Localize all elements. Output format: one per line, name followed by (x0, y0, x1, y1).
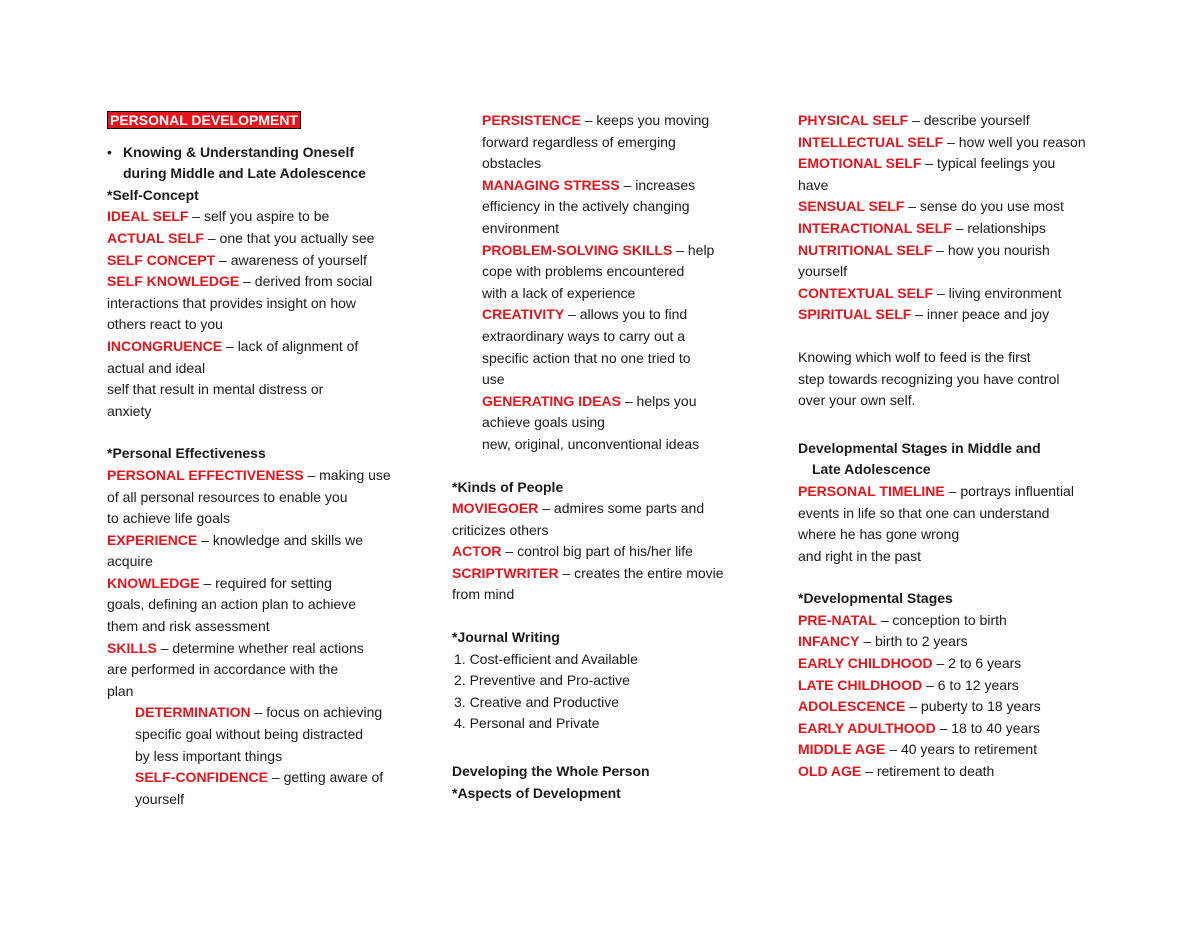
section-heading: *Personal Effectiveness (107, 445, 266, 462)
text-line (452, 692, 782, 714)
definition: – conception to birth (876, 611, 1007, 628)
paragraph-text: extraordinary ways to carry out a (482, 327, 686, 344)
term: PHYSICAL SELF (798, 112, 909, 128)
term: MOVIEGOER (452, 500, 539, 517)
text-line (798, 718, 1138, 740)
text-line (107, 789, 437, 811)
text-line (107, 681, 437, 703)
paragraph-text: 3. Creative and Productive (454, 693, 619, 710)
text-line (798, 610, 1138, 632)
document-title: PERSONAL DEVELOPMENT (107, 111, 301, 129)
term: SELF CONCEPT (107, 251, 216, 268)
text-line (798, 175, 1138, 197)
text-line (798, 438, 1138, 460)
text-line (452, 110, 782, 132)
definition: – 6 to 12 years (922, 676, 1019, 693)
term: PERSONAL TIMELINE (798, 482, 945, 499)
text-line (798, 503, 1138, 525)
section-heading: Developing the Whole Person (452, 763, 650, 780)
bullet-icon: • (107, 143, 112, 160)
text-line (107, 142, 437, 164)
term: SENSUAL SELF (798, 198, 905, 215)
text-line (798, 739, 1138, 761)
definition: – birth to 2 years (859, 633, 968, 650)
term: EXPERIENCE (107, 531, 198, 548)
text-line (798, 675, 1138, 697)
definition: – creates the entire movie (558, 564, 724, 581)
text-line (452, 240, 782, 262)
term: MANAGING STRESS (482, 176, 620, 193)
definition: – living environment (933, 284, 1062, 301)
term: INTELLECTUAL SELF (798, 133, 944, 150)
text-line (107, 724, 437, 746)
paragraph-text: yourself (798, 263, 848, 280)
section-heading: Developmental Stages in Middle and (798, 439, 1041, 456)
term: SELF KNOWLEDGE (107, 273, 240, 290)
text-line (798, 588, 1138, 610)
definition: – 18 to 40 years (935, 719, 1040, 736)
term: CREATIVITY (482, 306, 565, 323)
paragraph-text: use (482, 371, 505, 388)
paragraph-text: forward regardless of emerging (482, 133, 676, 150)
term: CONTEXTUAL SELF (798, 284, 934, 301)
text-line (452, 175, 782, 197)
text-line (452, 391, 782, 413)
text-line (107, 616, 437, 638)
term: SPIRITUAL SELF (798, 306, 912, 323)
text-line (452, 627, 782, 649)
text-line (107, 401, 437, 423)
definition: – keeps you moving (580, 112, 710, 128)
paragraph-text: by less important things (135, 747, 283, 764)
paragraph-text: 1. Cost-efficient and Available (454, 650, 638, 667)
definition: – help (672, 241, 715, 258)
text-line (107, 358, 437, 380)
definition: – control big part of his/her life (501, 543, 693, 560)
term: PROBLEM-SOLVING SKILLS (482, 241, 673, 258)
section-heading: *Aspects of Development (452, 784, 621, 801)
text-line (452, 304, 782, 326)
text-line (452, 649, 782, 671)
paragraph-text: them and risk assessment (107, 618, 270, 635)
term: EARLY CHILDHOOD (798, 655, 933, 672)
paragraph-text: Knowing which wolf to feed is the first (798, 348, 1031, 365)
definition: – self you aspire to be (188, 208, 330, 225)
paragraph-text: criticizes others (452, 521, 549, 538)
text-line (798, 631, 1138, 653)
definition: – knowledge and skills we (197, 531, 364, 548)
definition: – how well you reason (943, 133, 1086, 150)
text-line (107, 551, 437, 573)
definition: – inner peace and joy (911, 306, 1050, 323)
definition: – derived from social (239, 273, 373, 290)
text-line (452, 218, 782, 240)
definition: – allows you to find (564, 306, 688, 323)
text-line (452, 477, 782, 499)
paragraph-text: actual and ideal (107, 359, 206, 376)
paragraph-text: self that result in mental distress or (107, 381, 324, 398)
text-line (107, 746, 437, 768)
term: PERSONAL EFFECTIVENESS (107, 466, 304, 483)
text-line (107, 163, 437, 185)
text-line (798, 546, 1138, 568)
paragraph-text: have (798, 176, 829, 193)
paragraph-text: interactions that provides insight on how (107, 294, 357, 311)
paragraph-text: where he has gone wrong (798, 526, 960, 543)
text-line (107, 767, 437, 789)
definition: – puberty to 18 years (905, 698, 1041, 715)
text-line (452, 541, 782, 563)
definition: – helps you (620, 392, 697, 409)
text-line (452, 196, 782, 218)
text-line (798, 283, 1138, 305)
text-line (798, 153, 1138, 175)
term: NUTRITIONAL SELF (798, 241, 933, 258)
paragraph-text: specific goal without being distracted (135, 726, 364, 743)
term: SELF-CONFIDENCE (135, 769, 268, 786)
section-heading: during Middle and Late Adolescence (123, 165, 366, 182)
text-line (798, 110, 1138, 132)
text-line (798, 304, 1138, 326)
text-line (452, 412, 782, 434)
term: INCONGRUENCE (107, 337, 223, 354)
paragraph-text: acquire (107, 553, 153, 570)
paragraph-text: events in life so that one can understand (798, 504, 1050, 521)
text-line (798, 369, 1138, 391)
paragraph-text: efficiency in the actively changing (482, 198, 690, 215)
definition: – relationships (951, 219, 1046, 236)
text-line (107, 638, 437, 660)
text-line (107, 465, 437, 487)
definition: – getting aware of (268, 769, 384, 786)
text-line (798, 218, 1138, 240)
term: PRE-NATAL (798, 611, 877, 628)
term: INTERACTIONAL SELF (798, 219, 952, 236)
definition: – focus on achieving (250, 704, 383, 721)
text-line (107, 659, 437, 681)
text-line (452, 563, 782, 585)
text-line (107, 508, 437, 530)
text-line (798, 132, 1138, 154)
text-line (107, 530, 437, 552)
definition: – required for setting (199, 574, 332, 591)
paragraph-text: cope with problems encountered (482, 263, 685, 280)
column-3 (798, 110, 1138, 783)
text-line (798, 481, 1138, 503)
text-line (452, 348, 782, 370)
text-line (107, 336, 437, 358)
text-line (798, 653, 1138, 675)
paragraph-text: obstacles (482, 155, 542, 172)
definition: – lack of alignment of (222, 337, 359, 354)
text-line (107, 228, 437, 250)
paragraph-text: from mind (452, 586, 515, 603)
text-line (452, 520, 782, 542)
section-heading: Late Adolescence (812, 461, 931, 478)
paragraph-text: of all personal resources to enable you (107, 488, 348, 505)
paragraph-text: 4. Personal and Private (454, 715, 600, 732)
text-line (798, 696, 1138, 718)
paragraph-text: over your own self. (798, 392, 916, 409)
section-heading: *Self-Concept (107, 186, 199, 203)
text-line (107, 110, 437, 132)
paragraph-text: to achieve life goals (107, 510, 230, 527)
term: LATE CHILDHOOD (798, 676, 923, 693)
text-line (452, 283, 782, 305)
text-line (107, 702, 437, 724)
text-line (107, 293, 437, 315)
definition: – retirement to death (861, 763, 995, 780)
paragraph-text: are performed in accordance with the (107, 661, 339, 678)
paragraph-text: anxiety (107, 402, 152, 419)
definition: – typical feelings you (921, 155, 1056, 172)
text-line (798, 347, 1138, 369)
column-2 (452, 110, 782, 804)
text-line (452, 369, 782, 391)
text-line (798, 459, 1138, 481)
text-line (452, 783, 782, 805)
definition: – describe yourself (908, 112, 1030, 128)
term: MIDDLE AGE (798, 741, 886, 758)
definition: – one that you actually see (203, 229, 375, 246)
text-line (107, 379, 437, 401)
paragraph-text: step towards recognizing you have control (798, 370, 1060, 387)
text-line (107, 271, 437, 293)
text-line (798, 196, 1138, 218)
text-line (107, 314, 437, 336)
text-line (107, 487, 437, 509)
text-line (798, 261, 1138, 283)
column-1 (107, 110, 437, 810)
term: DETERMINATION (135, 704, 251, 721)
text-line (107, 443, 437, 465)
paragraph-text: 2. Preventive and Pro-active (454, 672, 630, 689)
paragraph-text: goals, defining an action plan to achieve (107, 596, 357, 613)
section-heading: *Kinds of People (452, 478, 564, 495)
definition: – awareness of yourself (215, 251, 367, 268)
term: EMOTIONAL SELF (798, 155, 922, 172)
definition: – 2 to 6 years (932, 655, 1022, 672)
definition: – sense do you use most (904, 198, 1064, 215)
term: ADOLESCENCE (798, 698, 906, 715)
term: EARLY ADULTHOOD (798, 719, 936, 736)
text-line (798, 240, 1138, 262)
paragraph-text: new, original, unconventional ideas (482, 435, 700, 452)
term: INFANCY (798, 633, 860, 650)
definition: – how you nourish (932, 241, 1050, 258)
term: OLD AGE (798, 763, 862, 780)
paragraph-text: yourself (135, 790, 185, 807)
text-line (452, 434, 782, 456)
definition: – admires some parts and (538, 500, 705, 517)
definition: – portrays influential (944, 482, 1074, 499)
paragraph-text: achieve goals using (482, 414, 605, 431)
text-line (107, 206, 437, 228)
text-line (452, 584, 782, 606)
term: KNOWLEDGE (107, 574, 200, 591)
term: ACTOR (452, 543, 502, 560)
text-line (452, 670, 782, 692)
text-line (452, 713, 782, 735)
text-line (798, 524, 1138, 546)
text-line (452, 153, 782, 175)
paragraph-text: with a lack of experience (482, 284, 636, 301)
term: GENERATING IDEAS (482, 392, 621, 409)
definition: – increases (619, 176, 696, 193)
text-line (798, 390, 1138, 412)
definition: – making use (303, 466, 391, 483)
term: IDEAL SELF (107, 208, 189, 225)
term: ACTUAL SELF (107, 229, 204, 246)
section-heading: Knowing & Understanding Oneself (123, 143, 355, 160)
paragraph-text: specific action that no one tried to (482, 349, 691, 366)
text-line (107, 250, 437, 272)
paragraph-text: environment (482, 219, 560, 236)
text-line (452, 761, 782, 783)
text-line (107, 185, 437, 207)
text-line (452, 326, 782, 348)
section-heading: *Developmental Stages (798, 590, 953, 607)
paragraph-text: others react to you (107, 316, 223, 333)
text-line (107, 594, 437, 616)
text-line (107, 573, 437, 595)
paragraph-text: and right in the past (798, 547, 921, 564)
text-line (452, 261, 782, 283)
text-line (452, 132, 782, 154)
definition: – 40 years to retirement (885, 741, 1038, 758)
paragraph-text: plan (107, 682, 134, 699)
text-line (452, 498, 782, 520)
term: SCRIPTWRITER (452, 564, 559, 581)
term: PERSISTENCE (482, 112, 581, 128)
section-heading: *Journal Writing (452, 629, 560, 646)
definition: – determine whether real actions (156, 639, 364, 656)
term: SKILLS (107, 639, 157, 656)
text-line (798, 761, 1138, 783)
